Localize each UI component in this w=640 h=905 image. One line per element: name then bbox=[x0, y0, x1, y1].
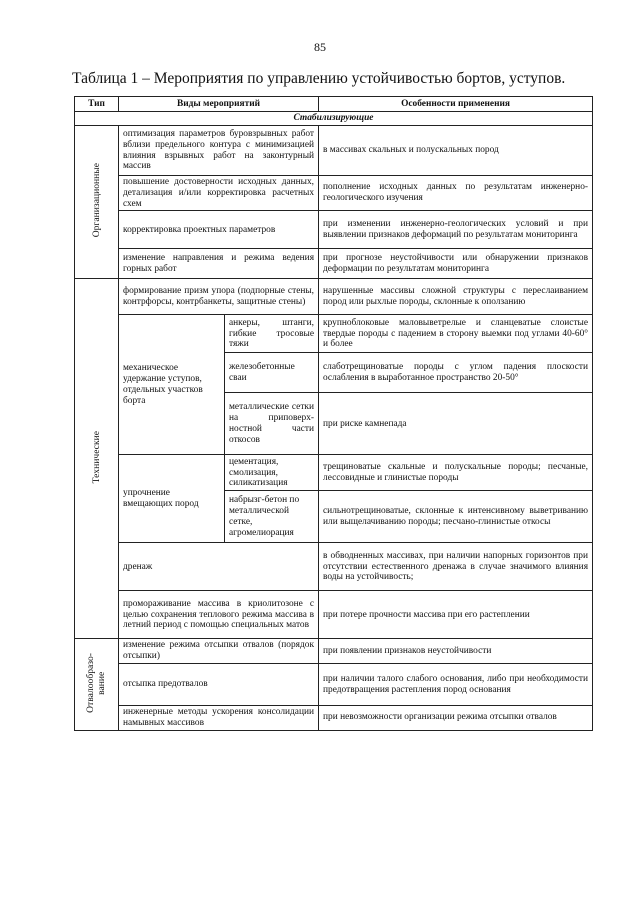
feature-cell: при изменении инженерно-геологических условий и при выявлении признаков деформаций по результатам мониторинга bbox=[319, 211, 593, 249]
feature-cell: в обводненных массивах, при наличии напорных горизонтов при отсутствии естественного дренажа в случае значимого влияния воды на устойчивость; bbox=[319, 543, 593, 591]
table-header-row bbox=[75, 97, 593, 112]
measure-cell: инженерные методы ускорения консолидации намывных массивов bbox=[119, 706, 319, 731]
feature-cell: нарушенные массивы сложной структуры с переслаиванием пород или рыхлые породы, склонные к оползанию bbox=[319, 279, 593, 315]
feature-cell: пополнение исходных данных по результатам инженерно-геологического изучения bbox=[319, 176, 593, 211]
measure-cell: корректировка проектных параметров bbox=[119, 211, 319, 249]
feature-cell: сильнотрещиноватые, склонные к интенсивному выветриванию или выщелачиванию породы; песчано-глинистые откосы bbox=[319, 491, 593, 543]
measure-cell: повышение достоверности исходных данных, детализация и/или корректировка расчетных схем bbox=[119, 176, 319, 211]
header-features: Особенности применения bbox=[319, 97, 593, 112]
table-row bbox=[75, 591, 593, 639]
measure-strengthening: упрочнение вмещающих пород bbox=[119, 455, 225, 543]
subheader-stabilizing: Стабилизирующие bbox=[75, 112, 593, 126]
feature-cell: слаботрещиноватые породы с углом падения плоскости ослабления в выработанное пространство 20-50° bbox=[319, 353, 593, 393]
measure-cell: отсыпка предотвалов bbox=[119, 664, 319, 706]
feature-cell: при наличии талого слабого основания, либо при необходимости предотвращения растепления пород основания bbox=[319, 664, 593, 706]
submeasure-cell: цементация, смолизация, силикатизация bbox=[225, 455, 319, 491]
measure-cell: изменение направления и режима ведения горных работ bbox=[119, 249, 319, 279]
measure-cell: формирование призм упора (подпорные стены, контрфорсы, контрбанкеты, защитные стены) bbox=[119, 279, 319, 315]
table-row bbox=[75, 455, 593, 491]
table-row bbox=[75, 249, 593, 279]
submeasure-cell: металлические сетки на приповерх-ностной части откосов bbox=[225, 393, 319, 455]
feature-cell: крупноблоковые маловыветрелые и сланцеватые слоистые твердые породы с падением в сторону выемки под углами 40-60° и более bbox=[319, 315, 593, 353]
table-row bbox=[75, 211, 593, 249]
measure-mechanical: механическое удержание уступов, отдельных участков борта bbox=[119, 315, 225, 455]
feature-cell: при прогнозе неустойчивости или обнаружении признаков деформации по результатам мониторинга bbox=[319, 249, 593, 279]
measure-cell: оптимизация параметров буровзрывных работ вблизи предельного контура с минимизацией влияния взрывных работ на законтурный массив bbox=[119, 126, 319, 176]
table-caption: Таблица 1 – Мероприятия по управлению устойчивостью бортов, уступов. bbox=[72, 70, 566, 87]
submeasure-cell: анкеры, штанги, гибкие тросовые тяжи bbox=[225, 315, 319, 353]
feature-cell: в массивах скальных и полускальных пород bbox=[319, 126, 593, 176]
measure-cell: изменение режима отсыпки отвалов (порядок отсыпки) bbox=[119, 639, 319, 664]
page-number: 85 bbox=[314, 40, 326, 54]
submeasure-cell: железобетонные сваи bbox=[225, 353, 319, 393]
table-row bbox=[75, 543, 593, 591]
feature-cell: при невозможности организации режима отсыпки отвалов bbox=[319, 706, 593, 731]
table-row bbox=[75, 126, 593, 176]
table-row bbox=[75, 315, 593, 353]
table-row bbox=[75, 176, 593, 211]
measure-cell: промораживание массива в криолитозоне с целью сохранения теплового режима массива в летний период с помощью специальных матов bbox=[119, 591, 319, 639]
group-dump-formation: Отвалообразо- вание bbox=[75, 639, 119, 730]
table-row bbox=[75, 664, 593, 706]
feature-cell: трещиноватые скальные и полускальные породы; песчаные, лессовидные и глинистые породы bbox=[319, 455, 593, 491]
feature-cell: при потере прочности массива при его растеплении bbox=[319, 591, 593, 639]
group-organizational: Организационные bbox=[75, 126, 119, 279]
feature-cell: при риске камнепада bbox=[319, 393, 593, 455]
measure-cell: дренаж bbox=[119, 543, 319, 591]
header-type: Тип bbox=[75, 97, 119, 112]
table-row bbox=[75, 639, 593, 664]
header-measures: Виды мероприятий bbox=[119, 97, 319, 112]
submeasure-cell: набрызг-бетон по металлической сетке, агромелиорация bbox=[225, 491, 319, 543]
feature-cell: при появлении признаков неустойчивости bbox=[319, 639, 593, 664]
group-technical: Технические bbox=[75, 279, 119, 639]
table-row bbox=[75, 279, 593, 315]
table-row bbox=[75, 706, 593, 731]
measures-table bbox=[74, 96, 593, 731]
